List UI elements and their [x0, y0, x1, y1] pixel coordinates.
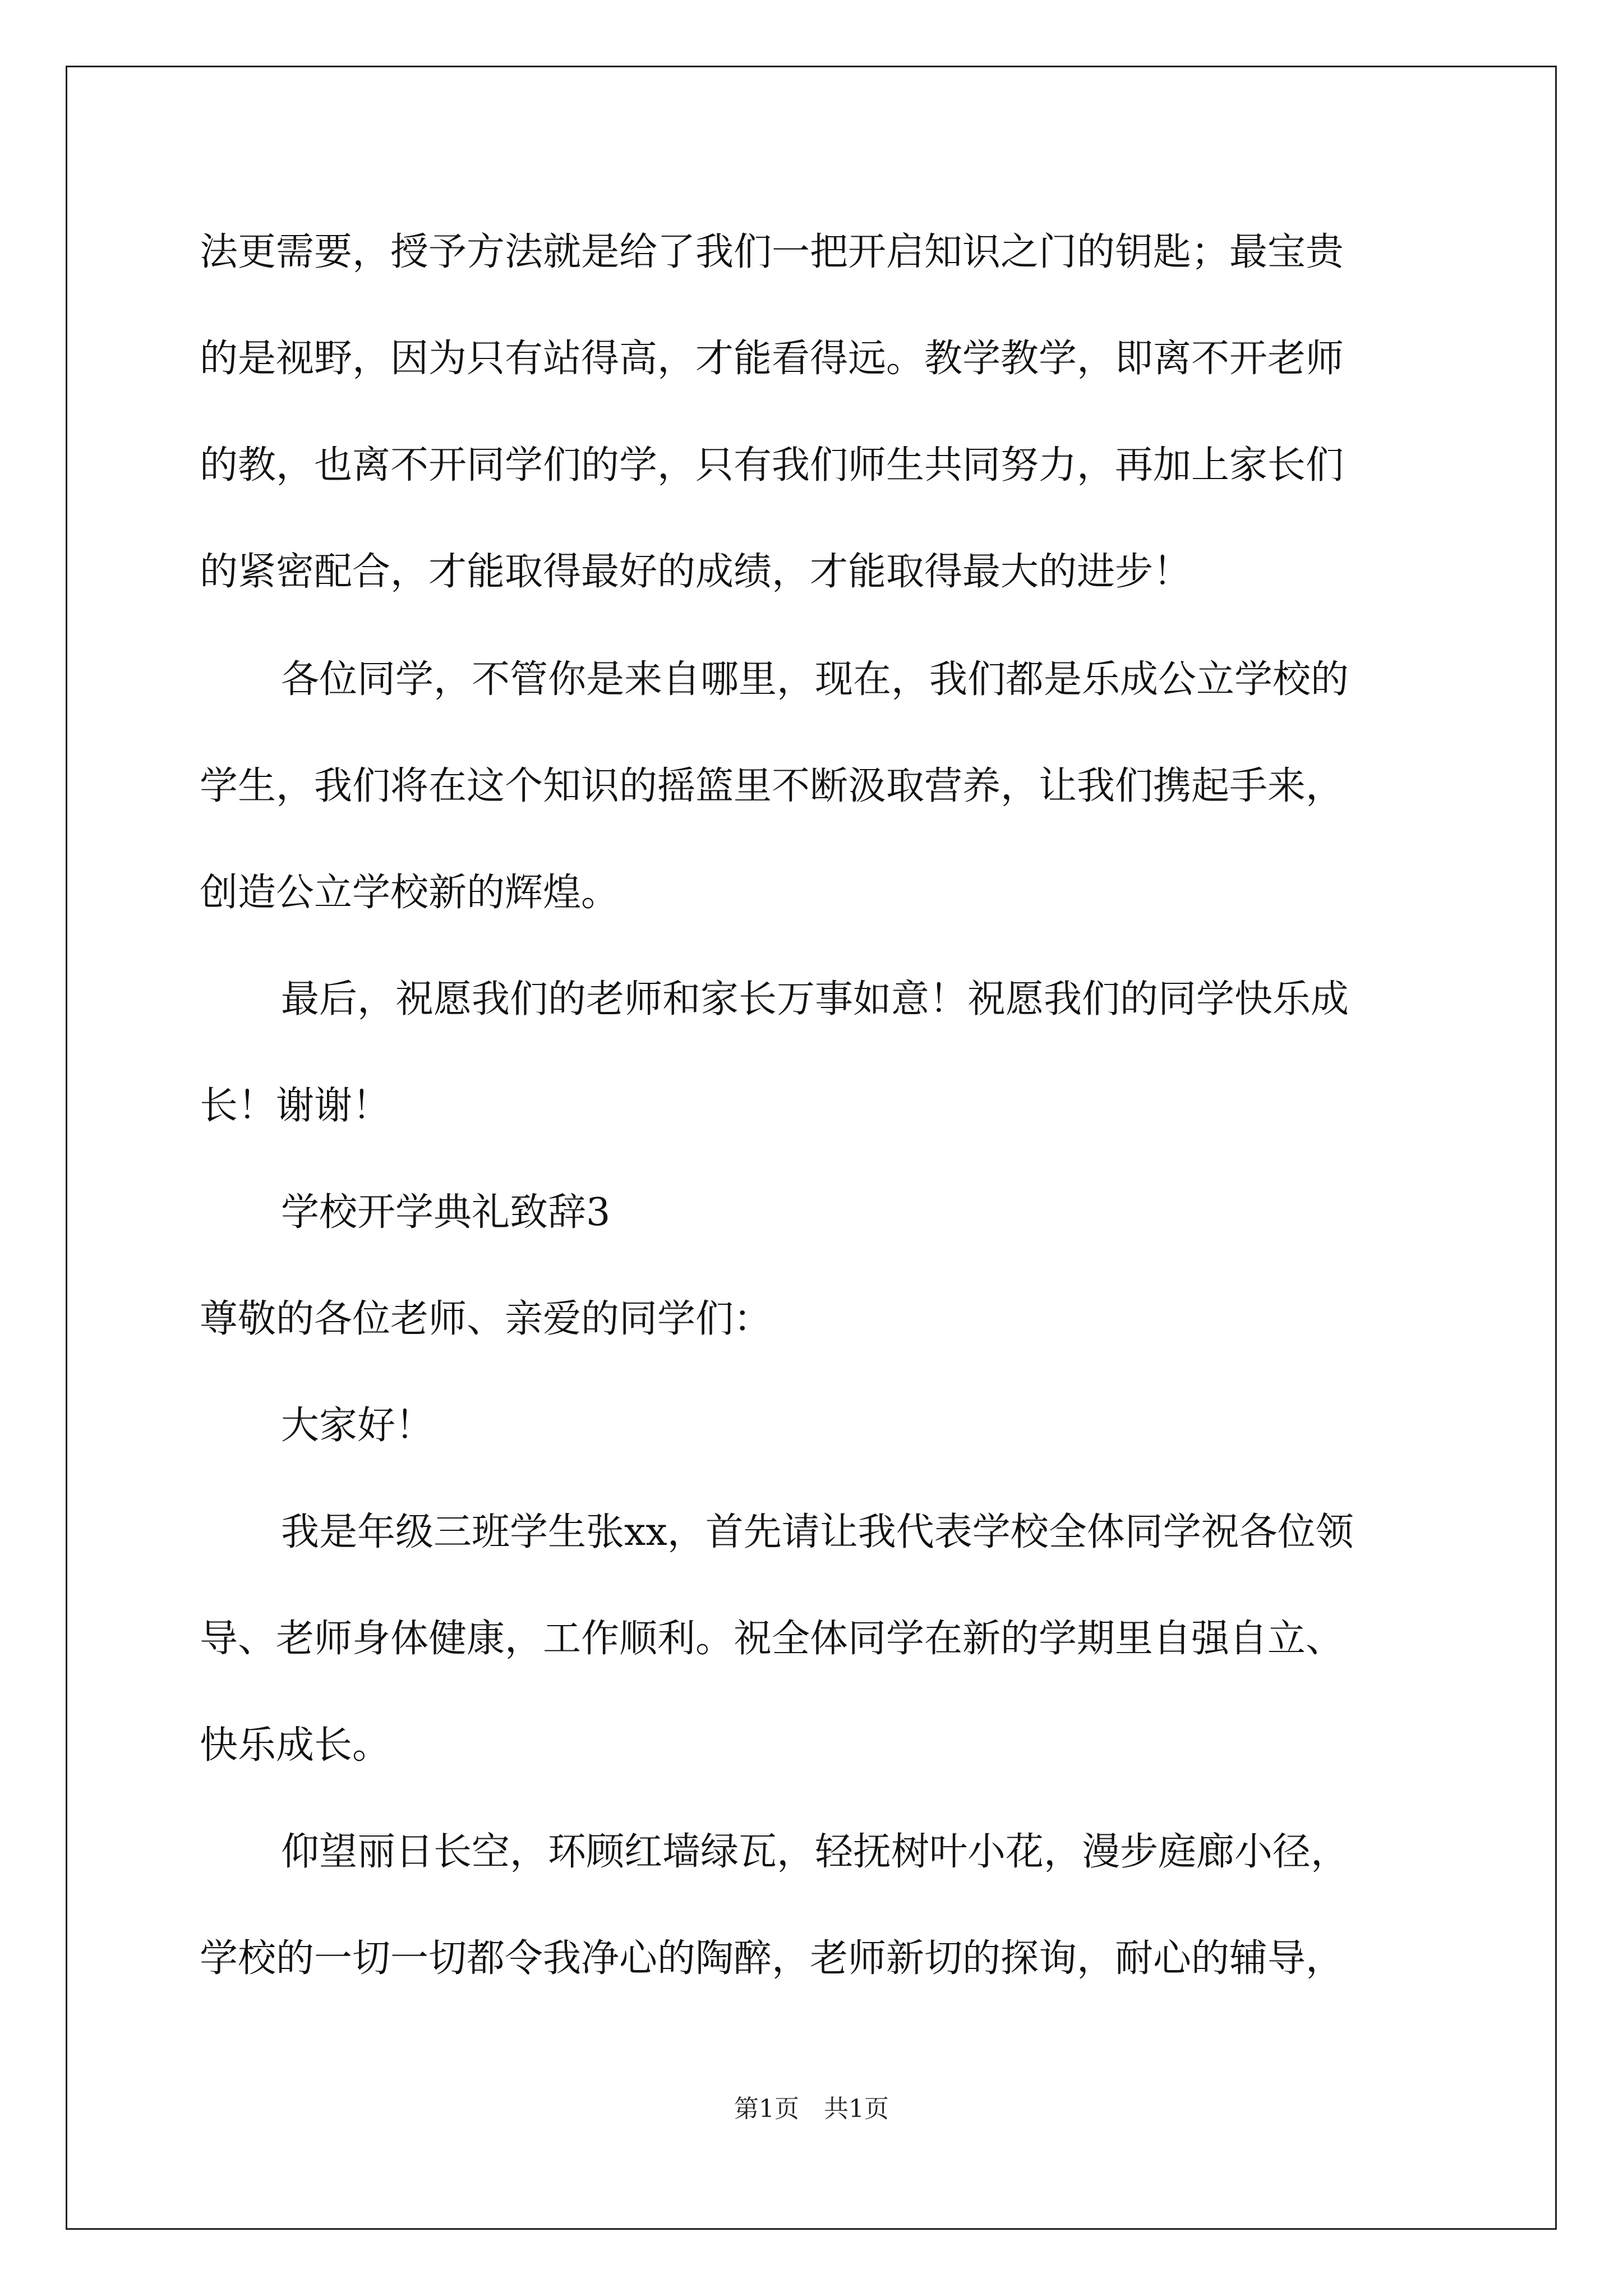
- page-border: [66, 66, 1557, 2230]
- paragraph-line: 快乐成长。: [200, 1723, 391, 1768]
- paragraph-line: 导、老师身体健康，工作顺利。祝全体同学在新的学期里自强自立、: [200, 1617, 1344, 1661]
- paragraph-line: 创造公立学校新的辉煌。: [200, 871, 620, 915]
- paragraph-line: 各位同学，不管你是来自哪里，现在，我们都是乐成公立学校的: [281, 657, 1349, 702]
- section-title: 学校开学典礼致辞3: [281, 1190, 611, 1235]
- page-number-footer: 第1页 共1页: [734, 2095, 889, 2123]
- paragraph-line: 我是年级三班学生张xx，首先请让我代表学校全体同学祝各位领: [281, 1510, 1354, 1554]
- paragraph-line: 长！谢谢！: [200, 1084, 391, 1128]
- paragraph-line: 最后，祝愿我们的老师和家长万事如意！祝愿我们的同学快乐成: [281, 977, 1349, 1022]
- paragraph-line: 仰望丽日长空，环顾红墙绿瓦，轻抚树叶小花，漫步庭廊小径，: [281, 1830, 1349, 1874]
- paragraph-line: 学生，我们将在这个知识的摇篮里不断汲取营养，让我们携起手来，: [200, 764, 1344, 808]
- salutation: 尊敬的各位老师、亲爱的同学们：: [200, 1297, 772, 1341]
- paragraph-line: 法更需要，授予方法就是给了我们一把开启知识之门的钥匙；最宝贵: [200, 230, 1344, 274]
- greeting: 大家好！: [281, 1404, 434, 1448]
- paragraph-line: 的紧密配合，才能取得最好的成绩，才能取得最大的进步！: [200, 550, 1192, 594]
- paragraph-line: 的是视野，因为只有站得高，才能看得远。教学教学，即离不开老师: [200, 337, 1344, 381]
- paragraph-line: 学校的一切一切都令我净心的陶醉，老师新切的探询，耐心的辅导，: [200, 1936, 1344, 1981]
- paragraph-line: 的教，也离不开同学们的学，只有我们师生共同努力，再加上家长们: [200, 443, 1344, 487]
